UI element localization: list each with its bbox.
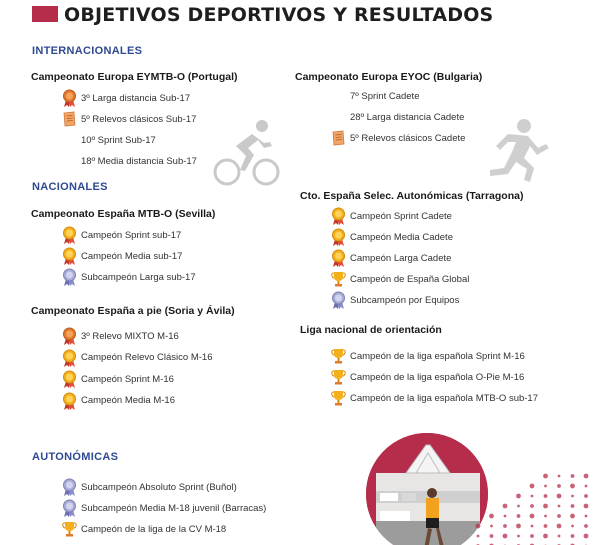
decorative-dot — [544, 494, 548, 498]
bronze-medal-icon — [62, 327, 77, 345]
cyclist-icon — [212, 116, 282, 190]
result-text: 3º Relevo MIXTO M-16 — [81, 330, 179, 342]
decorative-dot — [503, 504, 508, 509]
decorative-dot — [490, 534, 494, 538]
icon-spacer — [331, 108, 350, 126]
decorative-dot — [558, 535, 561, 538]
result-text: 10º Sprint Sub-17 — [81, 134, 156, 146]
result-item — [62, 151, 197, 171]
event-title-europa-mtbo: Campeonato Europa EYMTB-O (Portugal) — [31, 71, 238, 83]
decorative-dot — [517, 505, 520, 508]
trophy-icon — [331, 368, 346, 386]
result-item — [331, 346, 525, 366]
decorative-dot — [585, 485, 588, 488]
result-text: 18º Media distancia Sub-17 — [81, 155, 197, 167]
decorative-dot — [476, 524, 481, 529]
result-item — [331, 367, 524, 387]
decorative-dot — [571, 504, 575, 508]
decorative-dot — [557, 494, 562, 499]
decorative-dot — [504, 515, 507, 518]
result-item — [62, 225, 181, 245]
result-item — [331, 290, 459, 310]
decorative-dot — [584, 504, 589, 509]
result-text: Campeón Sprint Cadete — [350, 210, 452, 222]
page-title: OBJETIVOS DEPORTIVOS Y RESULTADOS — [64, 4, 494, 26]
gold-medal-icon — [331, 228, 346, 246]
runner-icon — [478, 118, 552, 184]
decorative-dot — [516, 524, 521, 529]
decorative-dot — [571, 534, 575, 538]
result-item — [62, 88, 190, 108]
result-text: Campeón Larga Cadete — [350, 252, 452, 264]
event-title-espana-pie: Campeonato España a pie (Soria y Ávila) — [31, 305, 235, 317]
decorative-dot — [490, 525, 493, 528]
result-item — [62, 326, 179, 346]
result-text: Campeón Sprint sub-17 — [81, 229, 182, 241]
section-heading-nacionales: NACIONALES — [32, 181, 108, 193]
decorative-dot — [544, 485, 547, 488]
result-text: Campeón de la liga de la CV M-18 — [81, 523, 227, 535]
result-text: Campeón de la liga española MTB-O sub-17 — [350, 392, 538, 404]
trophy-icon — [331, 270, 346, 288]
result-item — [331, 86, 419, 106]
result-text: Subcampeón Media M-18 juvenil (Barracas) — [81, 502, 267, 514]
result-item — [62, 130, 156, 150]
result-item — [62, 369, 174, 389]
result-text: 5º Relevos clásicos Sub-17 — [81, 113, 197, 125]
title-accent-bar — [32, 6, 58, 22]
decorative-dot — [584, 494, 588, 498]
result-text: Campeón Media M-16 — [81, 395, 175, 406]
decorative-dot — [477, 535, 480, 538]
decorative-dot — [571, 495, 574, 498]
result-item — [62, 109, 196, 129]
decorative-dot-pattern — [470, 470, 593, 545]
result-text: Campeón de España Global — [350, 273, 470, 285]
decorative-dot — [543, 534, 548, 539]
decorative-dot — [544, 524, 548, 528]
section-heading-autonomicas: AUTONÓMICAS — [32, 451, 119, 463]
result-item — [62, 477, 237, 497]
decorative-dot — [530, 514, 535, 519]
result-item — [62, 267, 196, 287]
decorative-dot — [531, 525, 534, 528]
decorative-dot — [571, 474, 575, 478]
gold-medal-icon — [62, 226, 77, 244]
result-text: Subcampeón Absoluto Sprint (Buñol) — [81, 481, 237, 493]
result-text: 5º Relevos clásicos Cadete — [350, 132, 466, 144]
decorative-dot — [530, 504, 534, 508]
result-text: Campeón Media sub-17 — [81, 250, 183, 262]
decorative-dot — [584, 534, 589, 539]
silver-medal-icon — [62, 499, 77, 517]
decorative-dot — [585, 515, 588, 518]
result-text: Campeón Media Cadete — [350, 231, 453, 243]
decorative-dot — [503, 534, 508, 539]
decorative-dot — [517, 535, 520, 538]
result-item — [62, 498, 266, 518]
decorative-dot — [557, 514, 561, 518]
result-item — [331, 128, 465, 148]
result-text: Campeón de la liga española Sprint M-16 — [350, 350, 525, 362]
result-item — [62, 519, 226, 539]
result-item — [62, 391, 175, 411]
bronze-medal-icon — [62, 89, 77, 107]
decorative-dot — [571, 525, 574, 528]
result-item — [331, 227, 453, 247]
result-text: Campeón Sprint M-16 — [81, 373, 174, 385]
trophy-icon — [331, 389, 346, 407]
icon-spacer — [62, 152, 81, 170]
result-item — [62, 246, 182, 266]
result-text: Campeón de la liga española O-Pie M-16 — [350, 371, 525, 383]
decorative-dot — [557, 484, 561, 488]
event-title-selec-autonomicas: Cto. España Selec. Autonómicas (Tarragona) — [300, 190, 524, 202]
result-item — [331, 107, 464, 127]
silver-medal-icon — [62, 478, 77, 496]
result-text: Subcampeón Larga sub-17 — [81, 271, 196, 283]
decorative-dot — [530, 484, 535, 489]
result-text: Subcampeón por Equipos — [350, 294, 460, 306]
section-heading-internacionales: INTERNACIONALES — [32, 45, 143, 57]
icon-spacer — [62, 131, 81, 149]
gold-medal-icon — [62, 247, 77, 265]
result-text: 28º Larga distancia Cadete — [350, 111, 465, 123]
gold-medal-icon — [62, 392, 77, 410]
decorative-dot — [584, 474, 589, 479]
icon-spacer — [331, 87, 350, 105]
result-item — [62, 348, 212, 368]
decorative-dot — [570, 514, 575, 519]
decorative-dot — [543, 504, 548, 509]
event-title-europa-eyoc: Campeonato Europa EYOC (Bulgaria) — [295, 71, 483, 83]
result-item — [331, 206, 452, 226]
decorative-dot — [558, 505, 561, 508]
decorative-dot — [503, 524, 507, 528]
silver-medal-icon — [62, 268, 77, 286]
trophy-icon — [62, 520, 77, 538]
result-text: Campeón Relevo Clásico M-16 — [81, 352, 213, 363]
decorative-dot — [516, 494, 521, 499]
event-title-liga-nacional: Liga nacional de orientación — [300, 324, 442, 336]
decorative-dot — [543, 474, 548, 479]
decorative-dot — [584, 524, 588, 528]
gold-medal-icon — [62, 370, 77, 388]
gold-medal-icon — [62, 349, 77, 367]
result-text: 3º Larga distancia Sub-17 — [81, 92, 191, 104]
silver-medal-icon — [331, 291, 346, 309]
gold-medal-icon — [331, 207, 346, 225]
result-item — [331, 269, 469, 289]
decorative-dot — [570, 484, 575, 489]
decorative-dot — [557, 524, 562, 529]
diploma-icon — [62, 110, 77, 128]
decorative-dot — [558, 475, 561, 478]
decorative-dot — [544, 515, 547, 518]
trophy-icon — [331, 347, 346, 365]
diploma-icon — [331, 129, 346, 147]
result-item — [331, 248, 451, 268]
decorative-dot — [517, 514, 521, 518]
gold-medal-icon — [331, 249, 346, 267]
result-item — [331, 388, 538, 408]
result-text: 7º Sprint Cadete — [350, 90, 420, 102]
event-title-espana-mtbo: Campeonato España MTB-O (Sevilla) — [31, 208, 216, 220]
decorative-dot — [530, 534, 534, 538]
decorative-dot — [489, 514, 494, 519]
decorative-dot — [531, 495, 534, 498]
